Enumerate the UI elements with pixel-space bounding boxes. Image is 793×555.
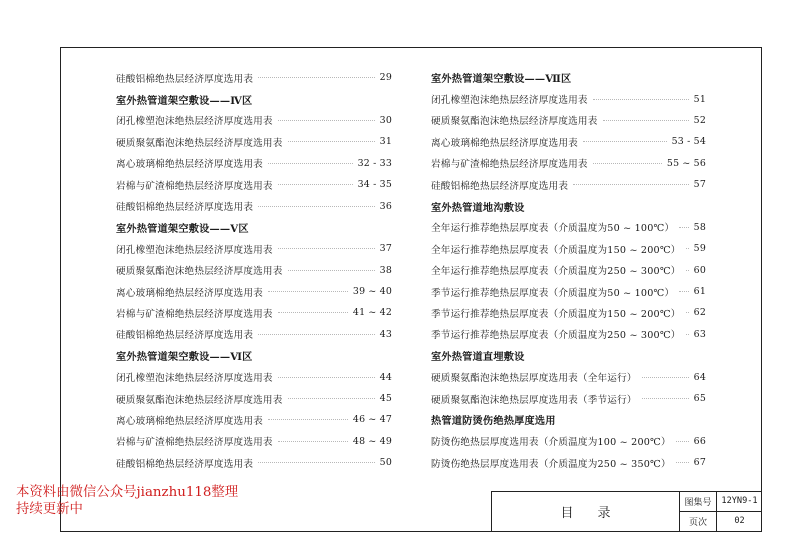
toc-page-number: 45	[377, 393, 392, 404]
toc-page-number: 51	[691, 94, 706, 105]
toc-section-heading	[431, 195, 706, 216]
toc-entry	[116, 388, 392, 409]
toc-entry-text: 防烫伤绝热层厚度选用表（介质温度为100 ~ 200℃）	[431, 434, 674, 448]
toc-entry-text: 硅酸铝棉绝热层经济厚度选用表	[116, 71, 256, 85]
toc-entry-text: 硬质聚氨酯泡沫绝热层经济厚度选用表	[116, 392, 286, 406]
toc-page-number: 44	[377, 372, 392, 383]
toc-page-number: 43	[377, 329, 392, 340]
toc-entry	[116, 324, 392, 345]
title-block	[491, 491, 762, 532]
toc-entry-text: 离心玻璃棉绝热层经济厚度选用表	[116, 156, 266, 170]
toc-page-number: 29	[377, 72, 392, 83]
toc-page-number: 63	[691, 329, 706, 340]
dot-leader	[288, 141, 375, 142]
toc-entry	[116, 302, 392, 323]
toc-entry	[116, 238, 392, 259]
toc-entry	[116, 409, 392, 430]
toc-entry	[116, 174, 392, 195]
toc-entry-text: 离心玻璃棉绝热层经济厚度选用表	[116, 413, 266, 427]
toc-entry	[116, 110, 392, 131]
dot-leader	[258, 206, 375, 207]
toc-section-heading	[116, 88, 392, 109]
toc-page-number: 52	[691, 115, 706, 126]
toc-heading-text: 室外热管道地沟敷设	[431, 199, 528, 214]
toc-section-heading	[431, 409, 706, 430]
toc-heading-text: 室外热管道架空敷设——Ⅴ区	[116, 220, 252, 235]
toc-page-number: 53 - 54	[669, 136, 706, 147]
toc-entry	[431, 153, 706, 174]
dot-leader	[278, 120, 375, 121]
toc-page-number: 61	[691, 286, 706, 297]
toc-heading-text: 室外热管道直埋敷设	[431, 348, 528, 363]
dot-leader	[288, 270, 375, 271]
toc-entry-text: 岩棉与矿渣棉绝热层经济厚度选用表	[116, 434, 276, 448]
dot-leader	[573, 184, 689, 185]
dot-leader	[679, 227, 688, 228]
toc-entry	[116, 281, 392, 302]
watermark	[16, 484, 238, 518]
toc-entry	[431, 452, 706, 473]
dot-leader	[679, 291, 688, 292]
toc-page-number: 57	[691, 179, 706, 190]
toc-page-number: 30	[377, 115, 392, 126]
dot-leader	[676, 441, 689, 442]
toc-section-heading	[116, 345, 392, 366]
toc-page-number: 58	[691, 222, 706, 233]
toc-entry	[431, 217, 706, 238]
dot-leader	[268, 163, 353, 164]
dot-leader	[278, 312, 348, 313]
title-block-title: 目录	[492, 492, 680, 531]
toc-page-number: 67	[691, 457, 706, 468]
toc-section-heading	[431, 67, 706, 88]
dot-leader	[278, 184, 353, 185]
toc-page-number: 59	[691, 243, 706, 254]
toc-entry-text: 硬质聚氨酯泡沫绝热层厚度选用表（全年运行）	[431, 370, 640, 384]
toc-entry-text: 全年运行推荐绝热层厚度表（介质温度为50 ~ 100℃）	[431, 220, 677, 234]
toc-page-number: 36	[377, 201, 392, 212]
dot-leader	[593, 99, 689, 100]
toc-entry-text: 岩棉与矿渣棉绝热层经济厚度选用表	[116, 178, 276, 192]
toc-entry-text: 季节运行推荐绝热层厚度表（介质温度为50 ~ 100℃）	[431, 285, 677, 299]
dot-leader	[278, 441, 348, 442]
toc-page-number: 34 - 35	[355, 179, 392, 190]
toc-entry	[431, 131, 706, 152]
toc-entry-text: 季节运行推荐绝热层厚度表（介质温度为150 ~ 200℃）	[431, 306, 684, 320]
toc-entry-text: 全年运行推荐绝热层厚度表（介质温度为250 ~ 300℃）	[431, 263, 684, 277]
page-number-value: 02	[734, 516, 745, 527]
toc-page-number: 62	[691, 307, 706, 318]
toc-entry-text: 硅酸铝棉绝热层经济厚度选用表	[116, 199, 256, 213]
dot-leader	[593, 163, 662, 164]
toc-entry-text: 全年运行推荐绝热层厚度表（介质温度为150 ~ 200℃）	[431, 242, 684, 256]
toc-entry	[116, 431, 392, 452]
toc-entry	[116, 260, 392, 281]
toc-section-heading	[431, 345, 706, 366]
page-number-label: 页次	[680, 512, 717, 532]
toc-entry	[431, 238, 706, 259]
toc-entry	[431, 110, 706, 131]
toc-page-number: 39 ~ 40	[350, 286, 392, 297]
toc-entry-text: 硬质聚氨酯泡沫绝热层经济厚度选用表	[116, 135, 286, 149]
toc-entry-text: 硅酸铝棉绝热层经济厚度选用表	[116, 456, 256, 470]
toc-entry	[431, 260, 706, 281]
toc-entry-text: 闭孔橡塑泡沫绝热层经济厚度选用表	[116, 113, 276, 127]
toc-heading-text: 室外热管道架空敷设——Ⅶ区	[431, 70, 574, 85]
toc-entry	[431, 281, 706, 302]
toc-page-number: 55 ~ 56	[664, 158, 706, 169]
toc-entry-text: 闭孔橡塑泡沫绝热层经济厚度选用表	[116, 370, 276, 384]
toc-page-number: 41 ~ 42	[350, 307, 392, 318]
toc-page-number: 32 - 33	[355, 158, 392, 169]
toc-entry-text: 闭孔橡塑泡沫绝热层经济厚度选用表	[431, 92, 591, 106]
toc-page-number: 46 ~ 47	[350, 414, 392, 425]
toc-heading-text: 室外热管道架空敷设——Ⅵ区	[116, 348, 256, 363]
toc-left-column	[116, 67, 392, 473]
toc-entry-text: 硅酸铝棉绝热层经济厚度选用表	[431, 178, 571, 192]
dot-leader	[258, 77, 375, 78]
dot-leader	[686, 270, 689, 271]
dot-leader	[278, 377, 375, 378]
toc-entry	[116, 195, 392, 216]
toc-entry	[116, 366, 392, 387]
toc-entry-text: 离心玻璃棉绝热层经济厚度选用表	[431, 135, 581, 149]
toc-entry-text: 硬质聚氨酯泡沫绝热层厚度选用表（季节运行）	[431, 392, 640, 406]
toc-entry	[431, 431, 706, 452]
toc-entry-text: 硬质聚氨酯泡沫绝热层经济厚度选用表	[431, 113, 601, 127]
dot-leader	[686, 312, 689, 313]
toc-page-number: 60	[691, 265, 706, 276]
toc-entry-text: 防烫伤绝热层厚度选用表（介质温度为250 ~ 350℃）	[431, 456, 674, 470]
toc-entry	[431, 388, 706, 409]
toc-entry-text: 离心玻璃棉绝热层经济厚度选用表	[116, 285, 266, 299]
dot-leader	[642, 398, 689, 399]
toc-entry	[116, 452, 392, 473]
toc-entry	[116, 67, 392, 88]
toc-entry-text: 硬质聚氨酯泡沫绝热层经济厚度选用表	[116, 263, 286, 277]
dot-leader	[278, 248, 375, 249]
toc-section-heading	[116, 217, 392, 238]
dot-leader	[583, 141, 667, 142]
toc-entry-text: 季节运行推荐绝热层厚度表（介质温度为250 ~ 300℃）	[431, 327, 684, 341]
toc-entry	[431, 366, 706, 387]
toc-entry	[431, 88, 706, 109]
toc-page-number: 65	[691, 393, 706, 404]
toc-page-number: 37	[377, 243, 392, 254]
toc-right-column	[431, 67, 706, 473]
toc-entry	[431, 324, 706, 345]
toc-entry-text: 岩棉与矿渣棉绝热层经济厚度选用表	[431, 156, 591, 170]
toc-entry	[431, 302, 706, 323]
dot-leader	[603, 120, 689, 121]
dot-leader	[268, 291, 348, 292]
atlas-number-label: 图集号	[680, 492, 717, 512]
toc-entry	[116, 131, 392, 152]
toc-heading-text: 室外热管道架空敷设——Ⅳ区	[116, 92, 255, 107]
dot-leader	[642, 377, 689, 378]
watermark-line-2: 持续更新中	[16, 502, 83, 517]
dot-leader	[268, 419, 348, 420]
toc-page-number: 38	[377, 265, 392, 276]
atlas-number-value: 12YN9-1	[717, 492, 762, 512]
watermark-line-1: 本资料由微信公众号jianzhu118整理	[16, 485, 239, 500]
toc-page-number: 64	[691, 372, 706, 383]
toc-page-number: 48 ~ 49	[350, 436, 392, 447]
dot-leader	[686, 248, 689, 249]
dot-leader	[258, 334, 375, 335]
dot-leader	[288, 398, 375, 399]
toc-entry-text: 岩棉与矿渣棉绝热层经济厚度选用表	[116, 306, 276, 320]
toc-entry-text: 闭孔橡塑泡沫绝热层经济厚度选用表	[116, 242, 276, 256]
toc-page-number: 66	[691, 436, 706, 447]
dot-leader	[258, 462, 375, 463]
toc-heading-text: 热管道防烫伤绝热厚度选用	[431, 412, 559, 427]
dot-leader	[676, 462, 689, 463]
toc-entry-text: 硅酸铝棉绝热层经济厚度选用表	[116, 327, 256, 341]
toc-entry	[431, 174, 706, 195]
toc-entry	[116, 153, 392, 174]
toc-page-number: 31	[377, 136, 392, 147]
toc-page-number: 50	[377, 457, 392, 468]
dot-leader	[686, 334, 689, 335]
